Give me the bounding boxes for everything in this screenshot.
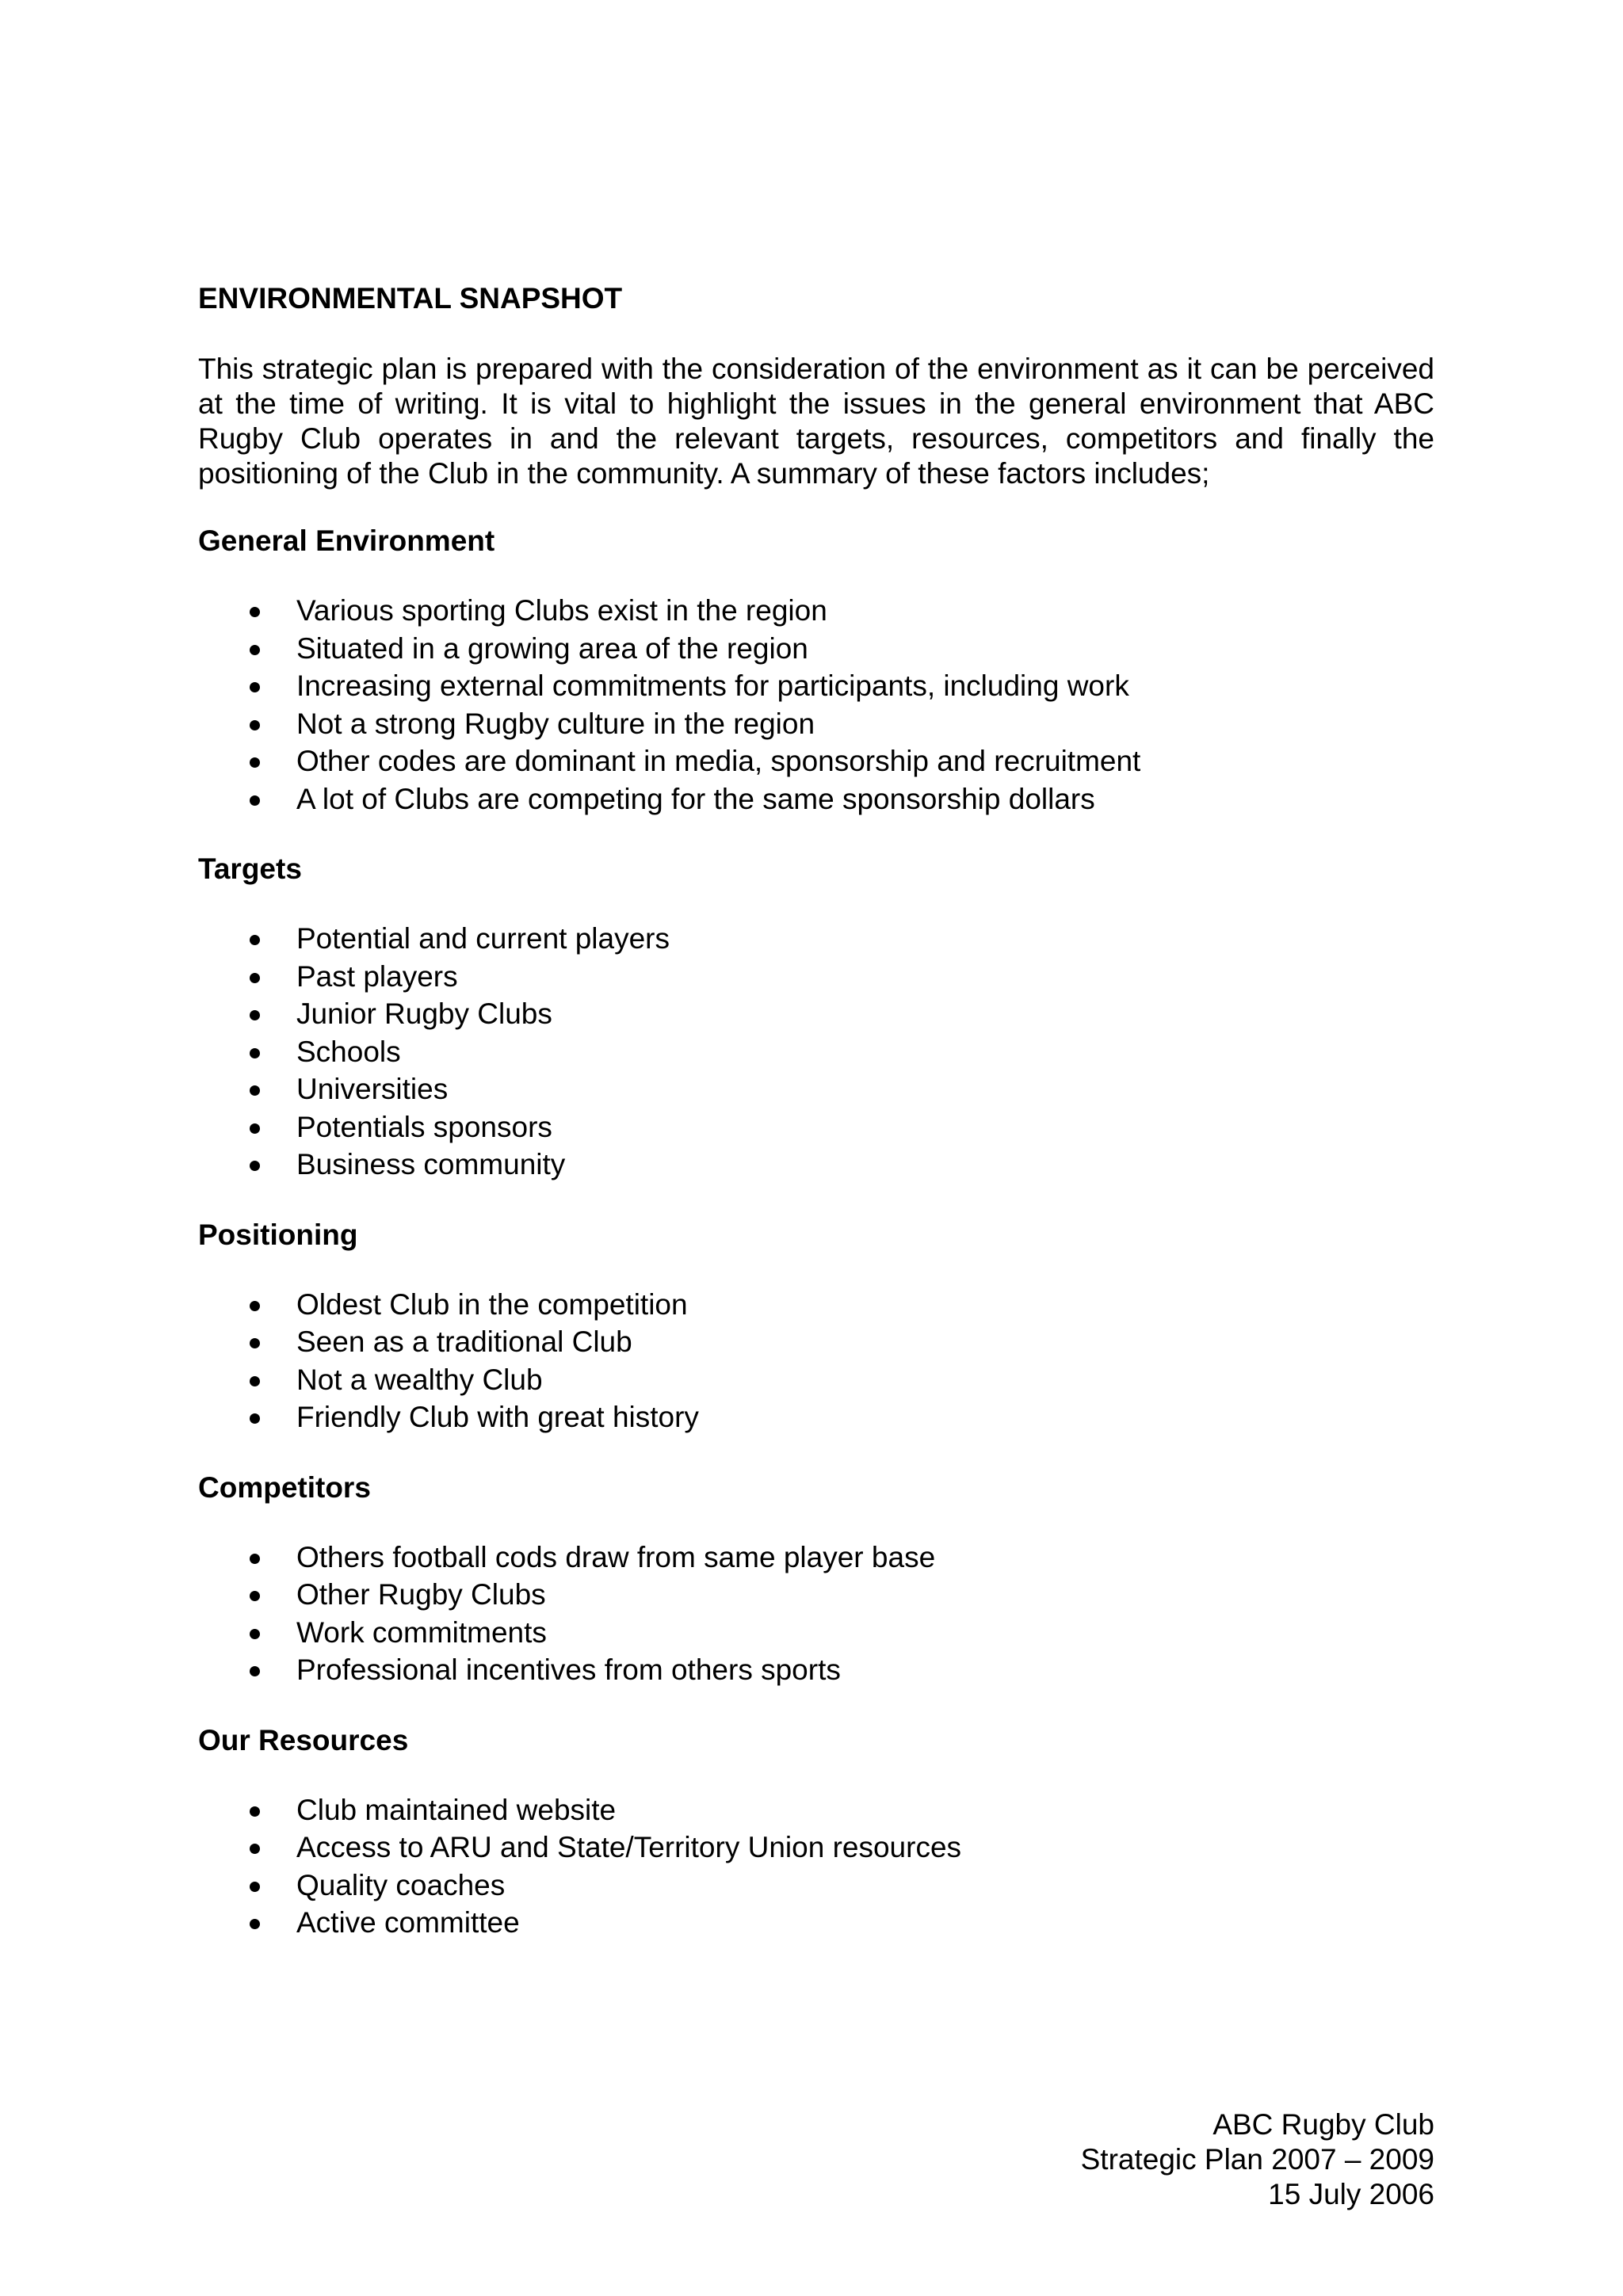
bullet-icon [250, 1413, 260, 1424]
list-item-text: Schools [296, 1035, 401, 1068]
list-item [198, 1400, 1434, 1438]
sections-container [198, 524, 1434, 1943]
list-item-text: Various sporting Clubs exist in the region [296, 594, 827, 627]
list-item [198, 921, 1434, 959]
list-item [198, 1110, 1434, 1148]
list-item [198, 1868, 1434, 1906]
bullet-icon [250, 795, 260, 806]
list-item [198, 1577, 1434, 1615]
section-heading: Competitors [198, 1470, 371, 1504]
list-item [198, 1363, 1434, 1401]
list-item-text: Other codes are dominant in media, sponsorship and recruitment [296, 745, 1141, 777]
bullet-icon [250, 645, 260, 655]
list-item-text: Universities [296, 1073, 449, 1105]
section-heading: Positioning [198, 1218, 358, 1251]
list-item [198, 1325, 1434, 1363]
footer-club-name: ABC Rugby Club [1212, 2108, 1434, 2141]
bullet-icon [250, 935, 260, 945]
list-item-text: Oldest Club in the competition [296, 1287, 688, 1321]
bullet-icon [250, 1591, 260, 1601]
list-item [198, 1830, 1434, 1868]
list-item-text: Active committee [296, 1906, 520, 1939]
bullet-icon [250, 607, 260, 617]
list-item [198, 782, 1434, 820]
list-item [198, 744, 1434, 782]
footer-date: 15 July 2006 [1268, 2178, 1434, 2210]
list-item-text: Potentials sponsors [296, 1110, 552, 1143]
list-item-text: Situated in a growing area of the region [296, 631, 808, 665]
list-item [198, 631, 1434, 669]
section-heading: Our Resources [198, 1723, 409, 1756]
list-item [198, 1035, 1434, 1073]
bullet-icon [250, 1376, 260, 1386]
bullet-icon [250, 973, 260, 983]
section-heading: Targets [198, 852, 302, 885]
list-item-text: Not a wealthy Club [296, 1363, 543, 1396]
bullet-icon [250, 1123, 260, 1134]
bullet-icon [250, 682, 260, 692]
bullet-list [198, 1287, 1434, 1438]
bullet-icon [250, 757, 260, 768]
list-item-text: Past players [296, 959, 458, 993]
bullet-icon [250, 1919, 260, 1929]
section-heading: General Environment [198, 524, 495, 557]
page-content [198, 281, 1434, 1943]
bullet-icon [250, 1844, 260, 1854]
bullet-icon [250, 1048, 260, 1058]
list-item [198, 1072, 1434, 1110]
list-item [198, 997, 1434, 1035]
list-item-text: Friendly Club with great history [296, 1401, 699, 1433]
page-title: ENVIRONMENTAL SNAPSHOT [198, 282, 623, 315]
bullet-list [198, 921, 1434, 1185]
list-item-text: Others football cods draw from same player base [296, 1540, 936, 1573]
bullet-list [198, 1540, 1434, 1691]
list-item [198, 669, 1434, 707]
list-item [198, 1540, 1434, 1578]
list-item-text: Work commitments [296, 1615, 547, 1649]
list-item-text: Seen as a traditional Club [296, 1325, 632, 1358]
bullet-icon [250, 1010, 260, 1020]
bullet-icon [250, 1629, 260, 1639]
list-item [198, 1793, 1434, 1831]
list-item-text: Business community [296, 1148, 566, 1180]
intro-paragraph: This strategic plan is prepared with the consideration of the environment as it can be perceived at the time of writing. It is vital to highlight the issues in the general environment that ABC Rugby Club operates in and the relevant targets, resources, competitors and finally the positioning of the Club in the community. A summary of these factors includes; [198, 353, 1434, 490]
bullet-icon [250, 1666, 260, 1676]
bullet-icon [250, 1554, 260, 1564]
footer-plan-title: Strategic Plan 2007 – 2009 [1080, 2143, 1434, 2176]
bullet-icon [250, 1085, 260, 1096]
list-item-text: Not a strong Rugby culture in the region [296, 707, 815, 740]
list-item-text: Professional incentives from others sports [296, 1653, 841, 1686]
bullet-icon [250, 1161, 260, 1171]
list-item-text: A lot of Clubs are competing for the same sponsorship dollars [296, 782, 1095, 815]
list-item [198, 1653, 1434, 1691]
list-item [198, 1905, 1434, 1943]
bullet-icon [250, 1806, 260, 1817]
list-item-text: Club maintained website [296, 1793, 617, 1826]
list-item [198, 1147, 1434, 1185]
bullet-list [198, 1793, 1434, 1943]
list-item-text: Quality coaches [296, 1868, 506, 1901]
list-item [198, 1615, 1434, 1653]
list-item [198, 707, 1434, 745]
list-item [198, 959, 1434, 997]
list-item-text: Junior Rugby Clubs [296, 997, 552, 1030]
bullet-icon [250, 1301, 260, 1311]
bullet-icon [250, 720, 260, 730]
list-item-text: Other Rugby Clubs [296, 1578, 546, 1611]
bullet-list [198, 593, 1434, 819]
bullet-icon [250, 1338, 260, 1348]
footer [1081, 2107, 1434, 2212]
list-item-text: Access to ARU and State/Territory Union resources [296, 1831, 962, 1863]
list-item [198, 1287, 1434, 1325]
bullet-icon [250, 1882, 260, 1892]
list-item-text: Potential and current players [296, 922, 670, 955]
list-item [198, 593, 1434, 631]
list-item-text: Increasing external commitments for participants, including work [296, 669, 1129, 702]
